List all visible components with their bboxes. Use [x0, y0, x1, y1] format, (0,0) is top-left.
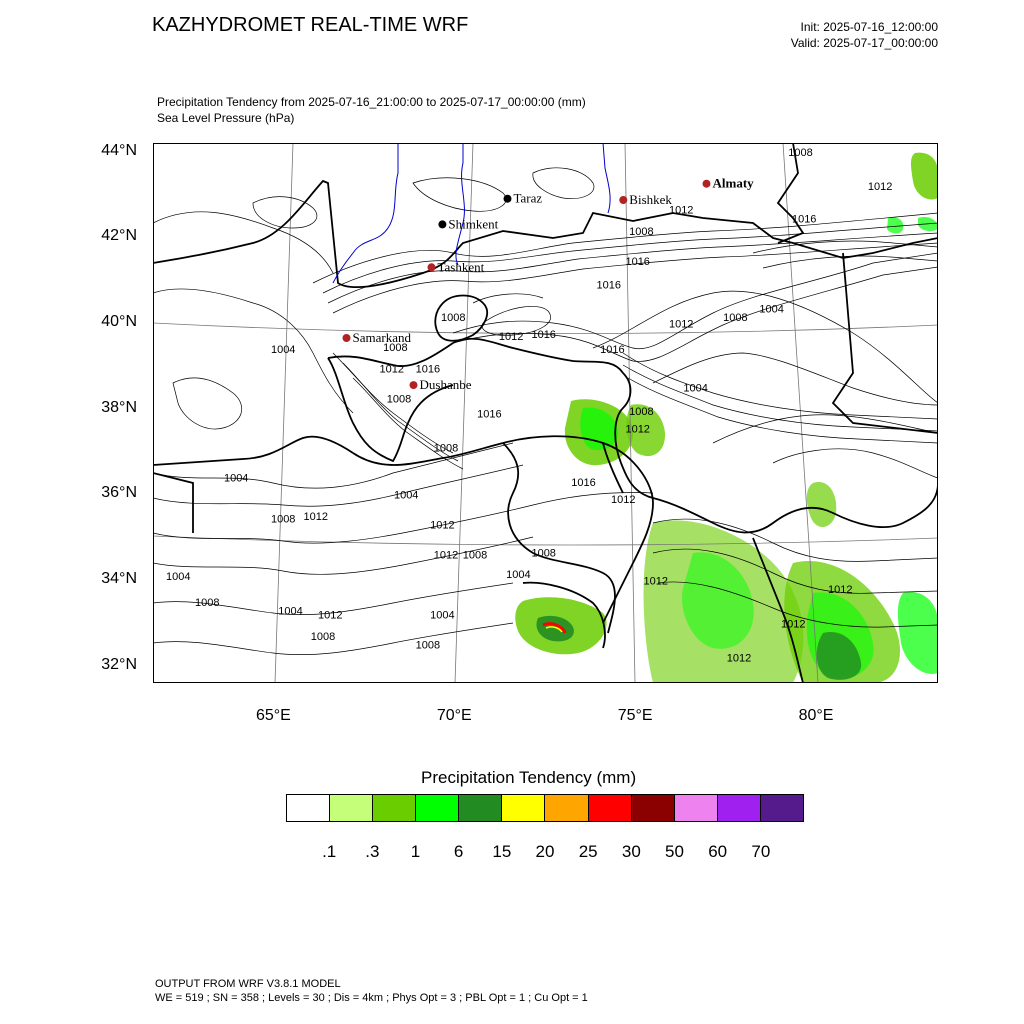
latitude-tick-label: 42°N [101, 227, 137, 245]
isobar-label: 1012 [379, 363, 405, 376]
colorbar-swatch [330, 795, 373, 821]
city-label-shimkent: Shimkent [448, 216, 499, 232]
isobar-label: 1012 [498, 331, 524, 344]
colorbar-swatch [761, 795, 803, 821]
isobar-label: 1016 [791, 213, 817, 226]
colorbar-label: 15 [492, 842, 512, 861]
isobar-label: 1004 [166, 571, 191, 584]
isobar-label: 1012 [625, 423, 650, 436]
colorbar-label: 30 [621, 842, 641, 861]
latitude-tick-label: 36°N [101, 484, 137, 502]
latitude-tick-label: 44°N [101, 141, 137, 159]
isobar-label: 1016 [571, 476, 596, 489]
isobar-label: 1004 [393, 489, 419, 502]
colorbar-swatch [545, 795, 588, 821]
city-marker-taraz [504, 195, 512, 203]
colorbar-label: .3 [365, 842, 380, 861]
model-output-note: OUTPUT FROM WRF V3.8.1 MODEL [155, 978, 341, 990]
isobar-label: 1004 [759, 303, 784, 316]
colorbar-swatch [718, 795, 761, 821]
isobar-label: 1012 [781, 618, 806, 631]
isobar-label: 1004 [223, 472, 249, 485]
longitude-tick-label: 75°E [617, 707, 653, 724]
colorbar-swatch [502, 795, 545, 821]
isobar-label: 1008 [441, 311, 466, 324]
isobar-label: 1004 [270, 344, 296, 356]
isobar-label: 1012 [318, 609, 343, 622]
city-label-bishkek: Bishkek [629, 192, 672, 207]
isobar-label: 1008 [195, 596, 220, 609]
city-label-tashkent: Tashkent [437, 259, 485, 275]
city-marker-tashkent [428, 263, 436, 271]
isobar-label: 1008 [462, 549, 488, 562]
colorbar [286, 794, 804, 822]
colorbar-swatch [632, 795, 675, 821]
longitude-tick-label: 70°E [436, 707, 472, 724]
isobar-label: 1008 [788, 146, 813, 159]
city-marker-almaty [703, 180, 711, 188]
colorbar-label: 70 [751, 842, 771, 861]
city-label-almaty: Almaty [712, 175, 754, 191]
isobar-label: 1012 [643, 575, 669, 588]
isobar-label: 1016 [531, 329, 556, 341]
colorbar-swatch [589, 795, 632, 821]
isobar-label: 1008 [433, 442, 459, 455]
isobar-label: 1008 [723, 311, 748, 324]
colorbar-label: 1 [410, 842, 421, 861]
isobar-label: 1012 [867, 181, 893, 194]
isobar-label: 1016 [477, 408, 502, 421]
colorbar-label: .1 [322, 842, 337, 861]
model-configuration: WE = 519 ; SN = 358 ; Levels = 30 ; Dis = 4km ; Phys Opt = 3 ; PBL Opt = 1 ; Cu Opt = 1 [155, 992, 588, 1004]
forecast-map [153, 143, 938, 683]
isobar-label: 1012 [430, 519, 455, 532]
city-label-dushanbe: Dushanbe [419, 377, 472, 393]
isobar-label: 1008 [531, 547, 556, 560]
city-marker-samarkand [343, 334, 351, 342]
isobar-label: 1004 [506, 569, 531, 581]
isobar-label: 1012 [611, 494, 636, 506]
isobar-label: 1016 [415, 363, 441, 376]
isobar-label: 1012 [726, 652, 752, 665]
city-label-taraz: Taraz [513, 190, 543, 206]
colorbar-swatch [459, 795, 502, 821]
city-marker-shimkent [438, 220, 446, 228]
colorbar-swatch [675, 795, 718, 821]
colorbar-title: Precipitation Tendency (mm) [421, 768, 637, 787]
colorbar-label: 6 [453, 842, 464, 861]
isobar-label: 1016 [600, 344, 625, 356]
valid-time: Valid: 2025-07-17_00:00:00 [790, 36, 938, 50]
colorbar-label: 20 [535, 842, 555, 861]
isobar-label: 1012 [828, 584, 853, 596]
latitude-tick-label: 40°N [101, 313, 137, 330]
city-marker-dushanbe [410, 381, 418, 389]
colorbar-swatch [373, 795, 416, 821]
colorbar-swatch [287, 795, 330, 821]
isobar-label: 1016 [596, 279, 622, 292]
init-time: Init: 2025-07-16_12:00:00 [800, 20, 938, 34]
isobar-label: 1012 [433, 549, 459, 562]
colorbar-label: 60 [708, 842, 728, 861]
isobar-label: 1004 [430, 609, 455, 622]
city-marker-bishkek [619, 196, 627, 204]
isobar-label: 1012 [303, 511, 329, 524]
isobar-label: 1004 [278, 605, 303, 618]
longitude-tick-label: 80°E [798, 707, 834, 724]
isobar-label: 1008 [415, 639, 441, 652]
page-title: KAZHYDROMET REAL-TIME WRF [152, 14, 469, 36]
isobar-label: 1012 [668, 318, 694, 331]
isobar-label: 1008 [386, 393, 412, 406]
isobar-label: 1004 [683, 382, 708, 395]
isobar-label: 1016 [625, 256, 650, 269]
city-label-samarkand: Samarkand [352, 330, 411, 345]
field-description-precip: Precipitation Tendency from 2025-07-16_21:00:00 to 2025-07-17_00:00:00 (mm) [157, 95, 586, 109]
colorbar-label: 25 [578, 842, 598, 861]
latitude-tick-label: 38°N [101, 398, 137, 416]
isobar-label: 1008 [629, 406, 654, 419]
isobar-label: 1008 [629, 226, 654, 239]
isobar-label: 1008 [383, 341, 408, 354]
latitude-tick-label: 32°N [101, 655, 137, 673]
longitude-tick-label: 65°E [255, 707, 291, 724]
field-description-slp: Sea Level Pressure (hPa) [157, 111, 295, 125]
colorbar-label: 50 [665, 842, 684, 861]
isobar-label: 1008 [270, 513, 296, 526]
isobar-label: 1012 [668, 204, 694, 217]
isobar-label: 1008 [310, 631, 336, 644]
latitude-tick-label: 34°N [101, 570, 137, 588]
colorbar-swatch [416, 795, 459, 821]
